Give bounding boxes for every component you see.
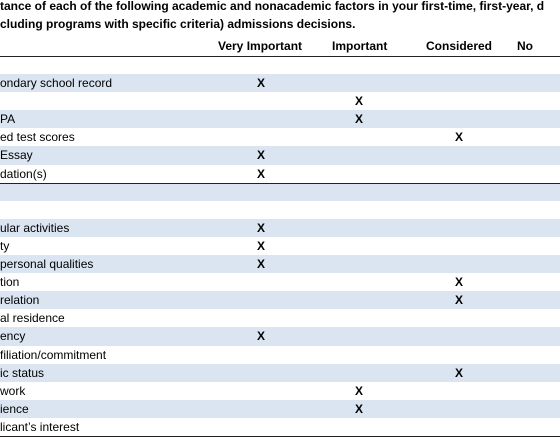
table-row <box>0 291 560 309</box>
factor-label: licant’s interest <box>0 419 80 434</box>
table-bottom-rule <box>0 436 560 437</box>
table-row <box>0 273 560 291</box>
table-row <box>0 74 560 92</box>
factor-label: filiation/commitment <box>0 347 107 362</box>
section-divider <box>0 183 560 184</box>
table-row <box>0 255 560 273</box>
factor-label: relation <box>0 293 40 308</box>
factor-label: al residence <box>0 311 65 326</box>
rating-mark: X <box>257 148 266 163</box>
column-header-very-important: Very Important <box>218 39 303 53</box>
rating-mark: X <box>257 257 266 272</box>
factor-label: ed test scores <box>0 130 75 145</box>
table-row <box>0 346 560 364</box>
table-row <box>0 201 560 219</box>
factor-label: PA <box>0 112 16 127</box>
factor-label: Essay <box>0 148 33 163</box>
table-row <box>0 92 560 110</box>
table-row <box>0 183 560 201</box>
rating-mark: X <box>257 220 266 235</box>
table-row <box>0 309 560 327</box>
factor-rows <box>0 56 560 436</box>
factor-label: ty <box>0 238 10 253</box>
table-row <box>0 327 560 345</box>
rating-mark: X <box>355 94 364 109</box>
table-row <box>0 382 560 400</box>
factor-label: tion <box>0 275 20 290</box>
factor-label: dation(s) <box>0 166 47 181</box>
factor-label: ience <box>0 401 29 416</box>
rating-mark: X <box>257 238 266 253</box>
rating-mark: X <box>355 401 364 416</box>
rating-mark: X <box>257 76 266 91</box>
column-header-row <box>0 37 560 57</box>
rating-mark: X <box>355 112 364 127</box>
column-header-not-considered: No <box>517 39 533 53</box>
factor-label: ic status <box>0 365 45 380</box>
rating-mark: X <box>355 383 364 398</box>
table-row <box>0 418 560 436</box>
table-row <box>0 400 560 418</box>
table-row <box>0 128 560 146</box>
rating-mark: X <box>257 329 266 344</box>
rating-mark: X <box>455 275 464 290</box>
column-header-important: Important <box>332 39 388 53</box>
rating-mark: X <box>257 166 266 181</box>
title-line-2: cluding programs with specific criteria) admissions decisions. <box>0 17 356 31</box>
rating-mark: X <box>455 293 464 308</box>
rating-mark: X <box>455 130 464 145</box>
factor-label: ondary school record <box>0 76 113 91</box>
factor-label: ular activities <box>0 220 70 235</box>
column-header-considered: Considered <box>426 39 493 53</box>
table-row <box>0 237 560 255</box>
table-row <box>0 219 560 237</box>
table-row <box>0 56 560 74</box>
factor-label: ency <box>0 329 26 344</box>
table-row <box>0 364 560 382</box>
table-row <box>0 165 560 183</box>
factor-label: personal qualities <box>0 257 94 272</box>
table-row <box>0 146 560 164</box>
table-row <box>0 110 560 128</box>
factor-label: work <box>0 383 26 398</box>
title-line-1: tance of each of the following academic and nonacademic factors in your first-time, first-year, d <box>0 0 545 13</box>
rating-mark: X <box>455 365 464 380</box>
